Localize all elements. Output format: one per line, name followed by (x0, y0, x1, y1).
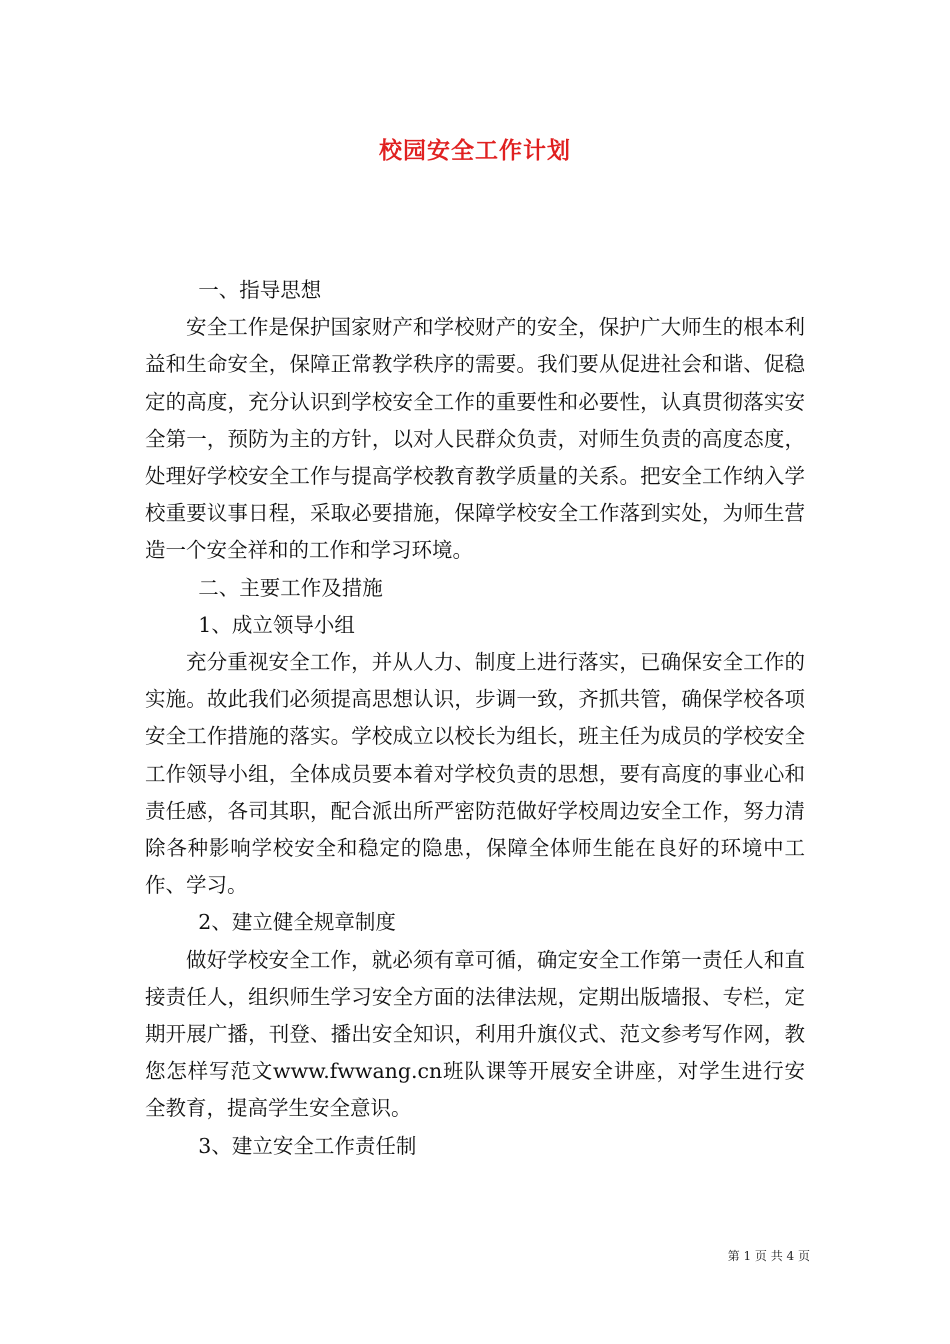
subsection-heading: 3、建立安全工作责任制 (198, 1133, 417, 1158)
document-title: 校园安全工作计划 (379, 137, 571, 164)
body-paragraph: 充分重视安全工作，并从人力、制度上进行落实，已确保安全工作的实施。故此我们必须提高思想认识，步调一致，齐抓共管，确保学校各项安全工作措施的落实。学校成立以校长为组长，班主任为成员的学校安全工作领导小组，全体成员要本着对学校负责的思想，要有高度的事业心和责任感，各司其职，配合派出所严密防范做好学校周边安全工作，努力清除各种影响学校安全和稳定的隐患，保障全体师生能在良好的环境中工作、学习。 (145, 650, 805, 898)
document-body (145, 272, 805, 1165)
subsection-heading: 1、成立领导小组 (198, 612, 355, 637)
body-paragraph: 做好学校安全工作，就必须有章可循，确定安全工作第一责任人和直接责任人，组织师生学习安全方面的法律法规，定期出版墙报、专栏，定期开展广播，刊登、播出安全知识，利用升旗仪式、范文参考写作网，教您怎样写范文www.fwwang.cn班队课等开展安全讲座，对学生进行安全教育，提高学生安全意识。 (145, 947, 805, 1121)
subsection-heading: 2、建立健全规章制度 (198, 910, 396, 935)
section-heading: 二、主要工作及措施 (198, 575, 383, 600)
page-number: 第 1 页 共 4 页 (727, 1249, 810, 1263)
body-paragraph: 安全工作是保护国家财产和学校财产的安全，保护广大师生的根本利益和生命安全，保障正常教学秩序的需要。我们要从促进社会和谐、促稳定的高度，充分认识到学校安全工作的重要性和必要性，认真贯彻落实安全第一，预防为主的方针，以对人民群众负责，对师生负责的高度态度，处理好学校安全工作与提高学校教育教学质量的关系。把安全工作纳入学校重要议事日程，采取必要措施，保障学校安全工作落到实处，为师生营造一个安全祥和的工作和学习环境。 (145, 315, 805, 563)
section-heading: 一、指导思想 (198, 278, 322, 302)
